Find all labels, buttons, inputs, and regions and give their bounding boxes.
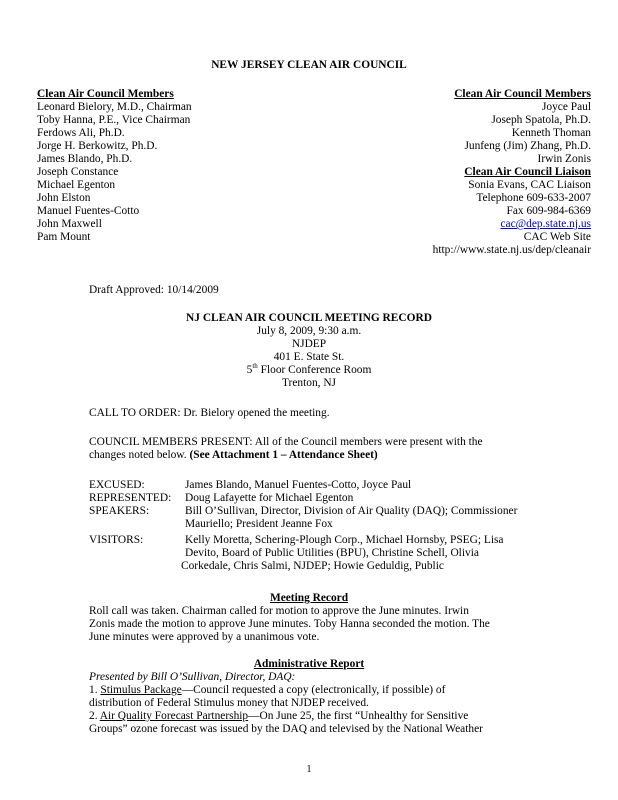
attendance-value: Mauriello; President Jeanne Fox bbox=[185, 518, 333, 530]
meeting-record-heading: Meeting Record bbox=[269, 592, 349, 604]
member-name: John Elston bbox=[37, 192, 91, 204]
member-name: Joseph Constance bbox=[37, 166, 119, 178]
members-right-column bbox=[433, 88, 591, 257]
meeting-header-block bbox=[0, 312, 618, 390]
members-right-header: Clean Air Council Members bbox=[454, 88, 591, 100]
member-name: Toby Hanna, P.E., Vice Chairman bbox=[37, 114, 191, 126]
record-city: Trenton, NJ bbox=[281, 377, 336, 389]
member-name: Michael Egenton bbox=[37, 179, 116, 191]
present-line-1: COUNCIL MEMBERS PRESENT: All of the Council members were present with the bbox=[89, 436, 483, 448]
attendance-value: Bill O’Sullivan, Director, Division of Air Quality (DAQ); Commissioner bbox=[185, 505, 518, 517]
attendance-value: Corkedale, Chris Salmi, NJDEP; Howie Geduldig, Public bbox=[181, 560, 444, 572]
page-title: NEW JERSEY CLEAN AIR COUNCIL bbox=[211, 59, 407, 71]
member-name: Joyce Paul bbox=[541, 101, 591, 113]
liaison-name: Sonia Evans, CAC Liaison bbox=[468, 179, 591, 191]
attendance-label: REPRESENTED: bbox=[89, 492, 172, 504]
email-link[interactable]: cac@dep.state.nj.us bbox=[500, 218, 591, 230]
member-name: Jorge H. Berkowitz, Ph.D. bbox=[37, 140, 158, 152]
call-to-order: CALL TO ORDER: Dr. Bielory opened the meeting. bbox=[89, 407, 330, 419]
attendance-value: Kelly Moretta, Schering-Plough Corp., Michael Hornsby, PSEG; Lisa bbox=[185, 534, 504, 546]
item-title: Stimulus Package bbox=[100, 684, 182, 696]
admin-report-body bbox=[89, 671, 529, 736]
member-name: Ferdows Ali, Ph.D. bbox=[37, 127, 125, 139]
record-room: 5th Floor Conference Room bbox=[246, 362, 372, 376]
record-heading: NJ CLEAN AIR COUNCIL MEETING RECORD bbox=[186, 312, 432, 324]
attachment-reference: (See Attachment 1 – Attendance Sheet) bbox=[189, 449, 378, 461]
attendance-value: James Blando, Manuel Fuentes-Cotto, Joyce Paul bbox=[185, 479, 412, 491]
record-org: NJDEP bbox=[291, 338, 327, 350]
attendance-value: Devito, Board of Public Utilities (BPU), Christine Schell, Olivia bbox=[185, 547, 479, 559]
liaison-header: Clean Air Council Liaison bbox=[464, 166, 591, 178]
record-address: 401 E. State St. bbox=[273, 351, 345, 363]
paragraph-line: Zonis made the motion to approve June minutes. Toby Hanna seconded the motion. The bbox=[89, 618, 490, 630]
attendance-value: Doug Lafayette for Michael Egenton bbox=[185, 492, 354, 504]
record-datetime: July 8, 2009, 9:30 a.m. bbox=[256, 325, 362, 337]
page-number: 1 bbox=[306, 764, 312, 775]
liaison-fax: Fax 609-984-6369 bbox=[506, 205, 591, 217]
admin-report-heading: Administrative Report bbox=[253, 658, 365, 670]
member-name: James Blando, Ph.D. bbox=[37, 153, 133, 165]
member-name: Leonard Bielory, M.D., Chairman bbox=[37, 101, 192, 113]
present-line-2: changes noted below. (See Attachment 1 – Attendance Sheet) bbox=[89, 449, 378, 461]
paragraph-line: distribution of Federal Stimulus money that NJDEP received. bbox=[89, 697, 369, 709]
item-title: Air Quality Forecast Partnership bbox=[99, 710, 249, 722]
paragraph-line: Roll call was taken. Chairman called for motion to approve the June minutes. Irwin bbox=[89, 605, 469, 617]
attendance-label: EXCUSED: bbox=[89, 479, 145, 491]
members-present bbox=[89, 436, 529, 462]
member-name: Joseph Spatola, Ph.D. bbox=[491, 114, 591, 126]
member-name: Junfeng (Jim) Zhang, Ph.D. bbox=[464, 140, 591, 152]
website-label: CAC Web Site bbox=[523, 231, 591, 243]
members-left-header: Clean Air Council Members bbox=[37, 88, 174, 100]
members-left-column bbox=[37, 88, 192, 244]
paragraph-line: Groups” ozone forecast was issued by the DAQ and televised by the National Weather bbox=[89, 723, 483, 735]
member-name: Manuel Fuentes-Cotto bbox=[37, 205, 140, 217]
draft-approved: Draft Approved: 10/14/2009 bbox=[89, 284, 219, 296]
member-name: Pam Mount bbox=[37, 231, 91, 243]
member-name: Kenneth Thoman bbox=[511, 127, 591, 139]
member-name: Irwin Zonis bbox=[537, 153, 591, 165]
liaison-telephone: Telephone 609-633-2007 bbox=[476, 192, 591, 204]
admin-item-2: 2. Air Quality Forecast Partnership—On June 25, the first “Unhealthy for Sensitive bbox=[89, 710, 469, 722]
admin-item-1: 1. Stimulus Package—Council requested a copy (electronically, if possible) of bbox=[89, 684, 446, 696]
attendance-label: SPEAKERS: bbox=[89, 505, 150, 517]
website-link[interactable]: http://www.state.nj.us/dep/cleanair bbox=[432, 244, 591, 256]
admin-presenter: Presented by Bill O’Sullivan, Director, DAQ: bbox=[89, 671, 296, 683]
paragraph-line: June minutes were approved by a unanimous vote. bbox=[89, 631, 320, 643]
attendance-label: VISITORS: bbox=[89, 534, 144, 546]
meeting-record-body bbox=[89, 605, 529, 644]
member-name: John Maxwell bbox=[37, 218, 102, 230]
